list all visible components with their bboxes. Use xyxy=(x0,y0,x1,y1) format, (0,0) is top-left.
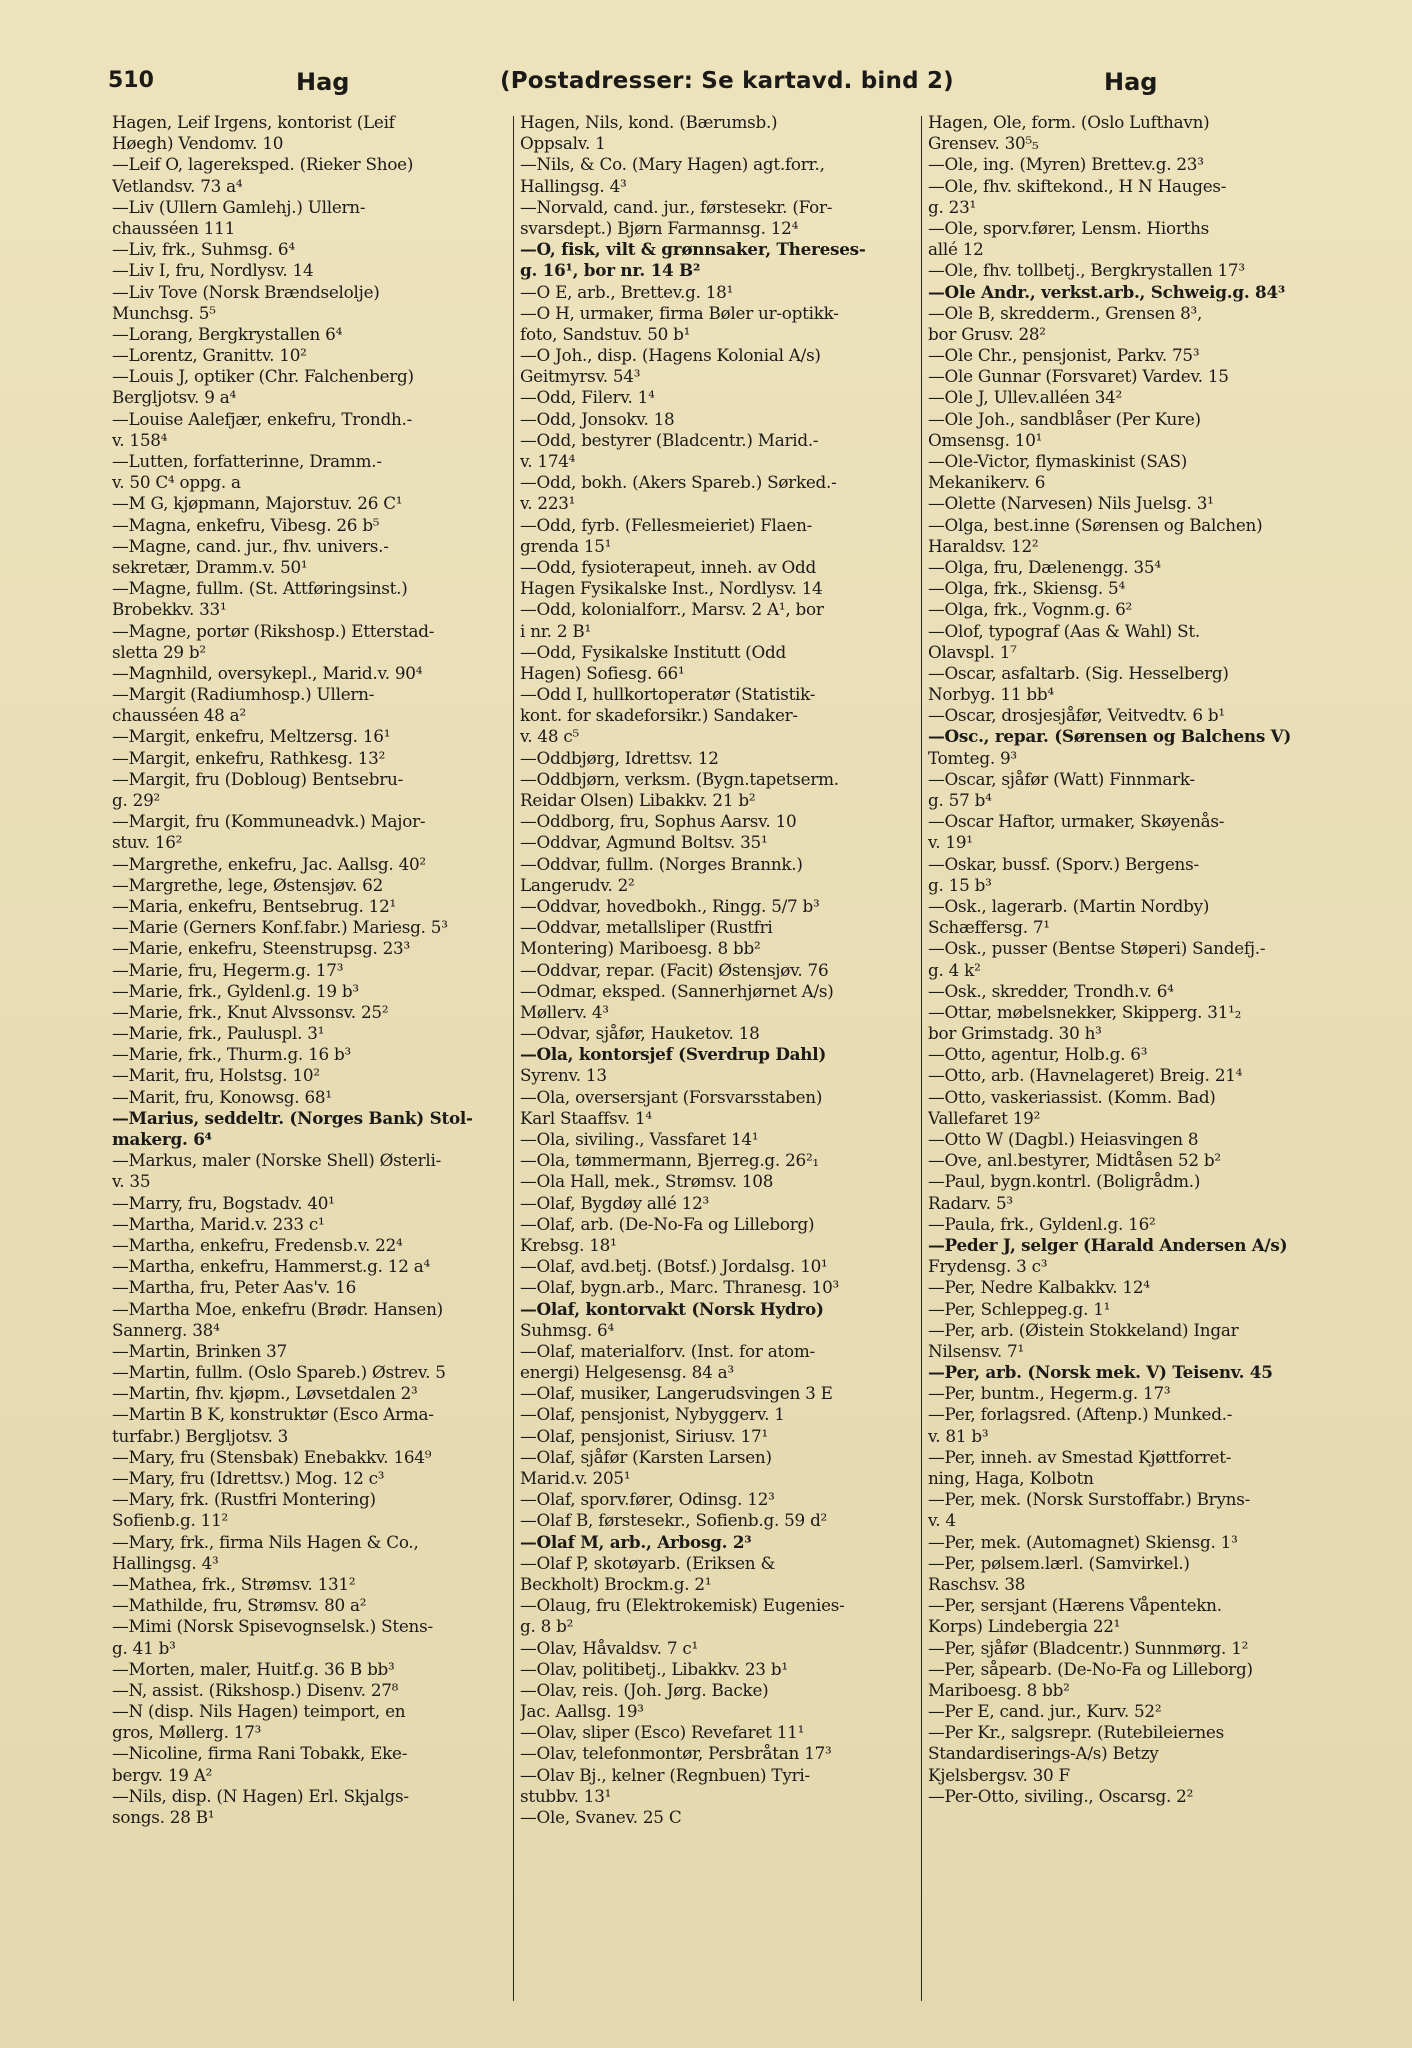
entry-line: —Olof, typograf (Aas & Wahl) St. xyxy=(928,620,1200,641)
entry-line: Marid.v. 205¹ xyxy=(520,1468,631,1488)
entry-line: —Per, såpearb. (De-No-Fa og Lilleborg) xyxy=(928,1658,1253,1679)
entry-line: —Nils, & Co. (Mary Hagen) agt.forr., xyxy=(520,154,825,175)
entry-line: —Per, forlagsred. (Aftenp.) Munked.- xyxy=(928,1404,1233,1425)
column-2 xyxy=(520,112,914,2012)
entry-line: —Oddbjørg, Idrettsv. 12 xyxy=(520,747,719,768)
entry-line: —Martin, fhv. kjøpm., Løvsetdalen 2³ xyxy=(112,1383,418,1404)
entry-line: —Paul, bygn.kontrl. (Boligrådm.) xyxy=(928,1171,1201,1192)
entry-line: v. 158⁴ xyxy=(112,429,168,450)
entry-line: —Lorang, Bergkrystallen 6⁴ xyxy=(112,323,343,344)
entry-line: —Mimi (Norsk Spisevognselsk.) Stens- xyxy=(112,1616,433,1637)
entry-line: —Mary, fru (Idrettsv.) Mog. 12 c³ xyxy=(112,1468,385,1488)
entry-line: —Ola, tømmermann, Bjerreg.g. 26²₁ xyxy=(520,1150,819,1171)
entry-line: —Morten, maler, Huitf.g. 36 B bb³ xyxy=(112,1658,395,1679)
entry-line: —Ole Chr., pensjonist, Parkv. 75³ xyxy=(928,345,1200,366)
entry-line: —Margit (Radiumhosp.) Ullern- xyxy=(112,684,375,705)
entry-line: Suhmsg. 6⁴ xyxy=(520,1319,614,1340)
entry-line: v. 223¹ xyxy=(520,493,576,514)
entry-line: —Olaf, pensjonist, Siriusv. 17¹ xyxy=(520,1425,768,1446)
entry-line: gros, Møllerg. 17³ xyxy=(112,1722,262,1743)
entry-line: Hagen, Leif Irgens, kontorist (Leif xyxy=(112,112,395,132)
entry-line: —Per, Schleppeg.g. 1¹ xyxy=(928,1298,1111,1319)
entry-line: —Osk., skredder, Trondh.v. 6⁴ xyxy=(928,980,1174,1001)
entry-line: —Mathea, frk., Strømsv. 131² xyxy=(112,1573,356,1594)
entry-line: —Per, buntm., Hegerm.g. 17³ xyxy=(928,1383,1171,1404)
entry-line: —N (disp. Nils Hagen) teimport, en xyxy=(112,1701,406,1722)
entry-line: —Olga, frk., Vognm.g. 6² xyxy=(928,599,1133,620)
entry-line: g. 23¹ xyxy=(928,196,976,217)
entry-line: —Ola Hall, mek., Strømsv. 108 xyxy=(520,1171,774,1192)
entry-line: Hagen, Ole, form. (Oslo Lufthavn) xyxy=(928,112,1210,132)
entry-line: —Liv (Ullern Gamlehj.) Ullern- xyxy=(112,196,366,217)
entry-line: turfabr.) Bergljotsv. 3 xyxy=(112,1425,289,1446)
entry-line: Sofienb.g. 11² xyxy=(112,1510,228,1531)
entry-line: —Ole, ing. (Myren) Brettev.g. 23³ xyxy=(928,154,1204,175)
entry-line: Norbyg. 11 bb⁴ xyxy=(928,684,1054,705)
entry-line: —Lutten, forfatterinne, Dramm.- xyxy=(112,451,382,471)
entry-line: Hagen) Sofiesg. 66¹ xyxy=(520,662,685,683)
entry-line: —Oddborg, fru, Sophus Aarsv. 10 xyxy=(520,811,797,832)
entry-line: —Ole, Svanev. 25 C xyxy=(520,1807,682,1827)
entry-line: —Oddvar, repar. (Facit) Østensjøv. 76 xyxy=(520,959,829,980)
entry-line: —Odd, fyrb. (Fellesmeieriet) Flaen- xyxy=(520,514,813,535)
entry-line: —Per, pølsem.lærl. (Samvirkel.) xyxy=(928,1552,1190,1573)
entry-line: —Olaf, pensjonist, Nybyggerv. 1 xyxy=(520,1404,785,1425)
entry-line: —Margrethe, enkefru, Jac. Aallsg. 40² xyxy=(112,853,426,874)
entry-line: —Osc., repar. (Sørensen og Balchens V) xyxy=(928,726,1292,747)
entry-line: —Marie, enkefru, Steenstrupsg. 23³ xyxy=(112,938,410,959)
entry-line: —Oddvar, metallsliper (Rustfri xyxy=(520,917,773,938)
entry-line: —Per, Nedre Kalbakkv. 12⁴ xyxy=(928,1277,1150,1298)
entry-line: Syrenv. 13 xyxy=(520,1065,607,1086)
entry-line: —Mary, frk., firma Nils Hagen & Co., xyxy=(112,1531,419,1552)
entry-line: —Louis J, optiker (Chr. Falchenberg) xyxy=(112,366,414,387)
entry-line: —Oddbjørn, verksm. (Bygn.tapetserm. xyxy=(520,768,839,789)
entry-line: —Marie (Gerners Konf.fabr.) Mariesg. 5³ xyxy=(112,917,448,938)
entry-line: Montering) Mariboesg. 8 bb² xyxy=(520,938,761,959)
entry-line: g. 15 b³ xyxy=(928,874,992,895)
entry-line: —Oddvar, hovedbokh., Ringg. 5/7 b³ xyxy=(520,895,820,916)
entry-line: g. 16¹, bor nr. 14 B² xyxy=(520,260,701,281)
entry-line: —Margit, fru (Kommuneadvk.) Major- xyxy=(112,811,426,832)
entry-line: —Per, sjåfør (Bladcentr.) Sunnmørg. 1² xyxy=(928,1637,1249,1658)
entry-line: g. 29² xyxy=(112,790,160,810)
entry-line: —Magne, fullm. (St. Attføringsinst.) xyxy=(112,578,408,599)
entry-line: —Olav, Håvaldsv. 7 c¹ xyxy=(520,1637,698,1658)
entry-line: —Mary, fru (Stensbak) Enebakkv. 164⁹ xyxy=(112,1446,432,1467)
entry-line: chausséen 48 a² xyxy=(112,705,246,726)
entry-line: i nr. 2 B¹ xyxy=(520,620,591,641)
entry-line: —Per E, cand. jur., Kurv. 52² xyxy=(928,1701,1162,1722)
entry-line: —Per, arb. (Øistein Stokkeland) Ingar xyxy=(928,1319,1239,1340)
entry-line: Frydensg. 3 c³ xyxy=(928,1256,1048,1277)
entry-line: Munchsg. 5⁵ xyxy=(112,302,216,323)
entry-line: —Olga, frk., Skiensg. 5⁴ xyxy=(928,578,1125,599)
entry-line: Haraldsv. 12² xyxy=(928,535,1039,556)
entry-line: sekretær, Dramm.v. 50¹ xyxy=(112,556,308,577)
entry-line: —Per, sersjant (Hærens Våpentekn. xyxy=(928,1595,1222,1616)
entry-line: —Ole, fhv. tollbetj., Bergkrystallen 17³ xyxy=(928,260,1245,281)
entry-line: energi) Helgesensg. 84 a³ xyxy=(520,1362,734,1383)
entry-line: Schæffersg. 7¹ xyxy=(928,917,1050,938)
entry-line: g. 41 b³ xyxy=(112,1637,176,1658)
entry-line: —Martin, fullm. (Oslo Spareb.) Østrev. 5 xyxy=(112,1362,446,1383)
entry-line: —Leif O, lagereksped. (Rieker Shoe) xyxy=(112,154,414,175)
entry-line: —Margit, fru (Dobloug) Bentsebru- xyxy=(112,768,403,789)
running-header xyxy=(108,66,1330,106)
entry-line: —Per-Otto, siviling., Oscarsg. 2² xyxy=(928,1785,1194,1806)
entry-line: —Magnhild, oversykepl., Marid.v. 90⁴ xyxy=(112,662,423,683)
entry-line: —Ole, fhv. skiftekond., H N Hauges- xyxy=(928,175,1227,196)
entry-line: Mekanikerv. 6 xyxy=(928,472,1046,493)
entry-line: —Olaf, musiker, Langerudsvingen 3 E xyxy=(520,1383,833,1404)
entry-line: g. 8 b² xyxy=(520,1616,574,1637)
entry-line: Beckholt) Brockm.g. 2¹ xyxy=(520,1573,712,1594)
entry-line: —Odd, Fysikalske Institutt (Odd xyxy=(520,641,786,662)
entry-line: —Marie, frk., Pauluspl. 3¹ xyxy=(112,1023,325,1044)
entry-line: Krebsg. 18¹ xyxy=(520,1234,617,1255)
right-guide-word: Hag xyxy=(1104,68,1158,96)
entry-line: Grensev. 30⁵₅ xyxy=(928,133,1039,154)
entry-line: —Oddvar, fullm. (Norges Brannk.) xyxy=(520,853,803,874)
entry-line: —Martha, enkefru, Hammerst.g. 12 a⁴ xyxy=(112,1256,430,1277)
entry-line: —Odd, bokh. (Akers Spareb.) Sørked.- xyxy=(520,472,837,493)
entry-line: —Ole Joh., sandblåser (Per Kure) xyxy=(928,408,1201,429)
entry-line: —Martha Moe, enkefru (Brødr. Hansen) xyxy=(112,1298,443,1319)
entry-line: Kjelsbergsv. 30 F xyxy=(928,1764,1070,1785)
entry-line: v. 174⁴ xyxy=(520,451,576,471)
entry-line: kont. for skadeforsikr.) Sandaker- xyxy=(520,705,798,726)
entry-line: —Louise Aalefjær, enkefru, Trondh.- xyxy=(112,408,413,429)
entry-line: —Otto, agentur, Holb.g. 6³ xyxy=(928,1044,1148,1065)
entry-line: —Ole B, skredderm., Grensen 8³, xyxy=(928,302,1203,323)
entry-line: —Per, inneh. av Smestad Kjøttforret- xyxy=(928,1446,1232,1467)
entry-line: v. 35 xyxy=(112,1171,151,1192)
page-number: 510 xyxy=(108,68,154,93)
entry-line: ning, Haga, Kolbotn xyxy=(928,1468,1094,1488)
entry-line: Karl Staaffsv. 1⁴ xyxy=(520,1107,652,1128)
entry-line: Radarv. 5³ xyxy=(928,1192,1013,1213)
entry-line: —Oddvar, Agmund Boltsv. 35¹ xyxy=(520,832,768,853)
entry-line: —Marie, frk., Thurm.g. 16 b³ xyxy=(112,1044,352,1065)
entry-line: —Ola, oversersjant (Forsvarsstaben) xyxy=(520,1086,823,1107)
entry-line: Jac. Aallsg. 19³ xyxy=(520,1701,644,1722)
entry-line: —O H, urmaker, firma Bøler ur-optikk- xyxy=(520,302,839,323)
entry-line: bor Grimstadg. 30 h³ xyxy=(928,1023,1102,1044)
entry-line: —Paula, frk., Gyldenl.g. 16² xyxy=(928,1213,1156,1234)
entry-line: —Olga, best.inne (Sørensen og Balchen) xyxy=(928,514,1263,535)
entry-line: —Peder J, selger (Harald Andersen A/s) xyxy=(928,1234,1288,1255)
entry-line: Hallingsg. 4³ xyxy=(112,1552,219,1573)
column-divider xyxy=(921,116,922,2001)
entry-line: —Otto, vaskeriassist. (Komm. Bad) xyxy=(928,1086,1216,1107)
entry-line: —Oskar, bussf. (Sporv.) Bergens- xyxy=(928,853,1199,874)
entry-line: —Odd, Jonsokv. 18 xyxy=(520,408,675,429)
entry-line: —Lorentz, Granittv. 10² xyxy=(112,345,307,366)
entry-line: Høegh) Vendomv. 10 xyxy=(112,133,284,154)
entry-line: —Maria, enkefru, Bentsebrug. 12¹ xyxy=(112,895,397,916)
entry-line: —Olaf, kontorvakt (Norsk Hydro) xyxy=(520,1298,824,1319)
entry-line: foto, Sandstuv. 50 b¹ xyxy=(520,323,691,344)
entry-line: bor Grusv. 28² xyxy=(928,323,1046,344)
entry-line: v. 48 c⁵ xyxy=(520,726,579,747)
entry-line: —Per Kr., salgsrepr. (Rutebileiernes xyxy=(928,1722,1224,1743)
entry-line: stubbv. 13¹ xyxy=(520,1785,612,1806)
entry-line: —Martin B K, konstruktør (Esco Arma- xyxy=(112,1404,434,1425)
entry-line: Raschsv. 38 xyxy=(928,1573,1026,1594)
entry-line: —Per, mek. (Automagnet) Skiensg. 1³ xyxy=(928,1531,1238,1552)
entry-line: —Oscar, sjåfør (Watt) Finnmark- xyxy=(928,768,1195,789)
entry-line: makerg. 6⁴ xyxy=(112,1129,212,1149)
entry-line: —Margrethe, lege, Østensjøv. 62 xyxy=(112,874,384,895)
entry-line: —Marius, seddeltr. (Norges Bank) Stol- xyxy=(112,1107,473,1128)
column-3 xyxy=(928,112,1322,2012)
entry-line: —Ottar, møbelsnekker, Skipperg. 31¹₂ xyxy=(928,1001,1242,1022)
column-divider xyxy=(513,116,514,2001)
entry-line: —Martha, Marid.v. 233 c¹ xyxy=(112,1213,325,1234)
entry-line: —Odd, bestyrer (Bladcentr.) Marid.- xyxy=(520,429,819,450)
entry-line: —Osk., lagerarb. (Martin Nordby) xyxy=(928,895,1210,916)
entry-line: —Olaf, arb. (De-No-Fa og Lilleborg) xyxy=(520,1213,815,1234)
entry-line: —Marie, frk., Gyldenl.g. 19 b³ xyxy=(112,980,359,1001)
entry-line: Tomteg. 9³ xyxy=(928,747,1017,768)
entry-line: —Magna, enkefru, Vibesg. 26 b⁵ xyxy=(112,514,380,535)
entry-line: —Magne, portør (Rikshosp.) Etterstad- xyxy=(112,620,435,641)
entry-line: —Otto W (Dagbl.) Heiasvingen 8 xyxy=(928,1129,1199,1149)
entry-line: —Ove, anl.bestyrer, Midtåsen 52 b² xyxy=(928,1150,1221,1171)
entry-line: v. 50 C⁴ oppg. a xyxy=(112,472,241,493)
entry-line: grenda 15¹ xyxy=(520,535,612,556)
entry-line: —Nils, disp. (N Hagen) Erl. Skjalgs- xyxy=(112,1785,409,1806)
entry-line: —Mathilde, fru, Strømsv. 80 a² xyxy=(112,1595,367,1616)
entry-line: Møllerv. 4³ xyxy=(520,1001,609,1022)
entry-line: v. 4 xyxy=(928,1510,956,1531)
entry-line: —Otto, arb. (Havnelageret) Breig. 21⁴ xyxy=(928,1065,1243,1086)
entry-line: v. 81 b³ xyxy=(928,1425,989,1446)
entry-line: —Magne, cand. jur., fhv. univers.- xyxy=(112,535,389,556)
entry-line: —Ola, kontorsjef (Sverdrup Dahl) xyxy=(520,1044,827,1065)
entry-line: —Olav, telefonmontør, Persbråtan 17³ xyxy=(520,1743,832,1764)
entry-line: —Ole-Victor, flymaskinist (SAS) xyxy=(928,451,1188,471)
entry-line: —Olav, reis. (Joh. Jørg. Backe) xyxy=(520,1679,769,1700)
entry-line: Sannerg. 38⁴ xyxy=(112,1319,220,1340)
entry-line: Reidar Olsen) Libakkv. 21 b² xyxy=(520,790,756,810)
entry-line: —Odd, fysioterapeut, inneh. av Odd xyxy=(520,556,817,577)
entry-line: —M G, kjøpmann, Majorstuv. 26 C¹ xyxy=(112,493,403,514)
entry-line: —Olaf, sporv.fører, Odinsg. 12³ xyxy=(520,1489,775,1510)
entry-line: —Olette (Narvesen) Nils Juelsg. 3¹ xyxy=(928,493,1214,514)
entry-line: —Olav Bj., kelner (Regnbuen) Tyri- xyxy=(520,1764,810,1785)
entry-line: —Odd I, hullkortoperatør (Statistik- xyxy=(520,684,816,705)
entry-line: —Norvald, cand. jur., førstesekr. (For- xyxy=(520,196,833,217)
entry-line: —Olaf, Bygdøy allé 12³ xyxy=(520,1192,709,1213)
entry-line: —Osk., pusser (Bentse Støperi) Sandefj.- xyxy=(928,938,1266,959)
entry-line: —Martha, enkefru, Fredensb.v. 22⁴ xyxy=(112,1234,403,1255)
entry-line: —Martha, fru, Peter Aas'v. 16 xyxy=(112,1277,357,1298)
entry-line: —Per, mek. (Norsk Surstoffabr.) Bryns- xyxy=(928,1489,1251,1510)
entry-line: —Olaf, avd.betj. (Botsf.) Jordalsg. 10¹ xyxy=(520,1256,828,1277)
entry-line: —Ole J, Ullev.alléen 34² xyxy=(928,387,1123,408)
entry-line: Nilsensv. 7¹ xyxy=(928,1340,1024,1361)
entry-line: g. 57 b⁴ xyxy=(928,790,992,810)
entry-line: —Olaf, sjåfør (Karsten Larsen) xyxy=(520,1446,772,1467)
entry-line: —Olga, fru, Dælenengg. 35⁴ xyxy=(928,556,1161,577)
entry-line: —Margit, enkefru, Meltzersg. 16¹ xyxy=(112,726,391,747)
entry-line: —Odd, kolonialforr., Marsv. 2 A¹, bor xyxy=(520,599,824,620)
column-1 xyxy=(112,112,506,2012)
entry-line: stuv. 16² xyxy=(112,832,183,853)
entry-line: —Martin, Brinken 37 xyxy=(112,1340,287,1361)
entry-line: Hagen, Nils, kond. (Bærumsb.) xyxy=(520,112,778,132)
entry-line: Geitmyrsv. 54³ xyxy=(520,366,641,387)
entry-line: Olavspl. 1⁷ xyxy=(928,641,1017,662)
entry-line: —Marry, fru, Bogstadv. 40¹ xyxy=(112,1192,335,1213)
entry-line: chausséen 111 xyxy=(112,217,236,238)
entry-line: —Marit, fru, Konowsg. 68¹ xyxy=(112,1086,332,1107)
entry-line: —Ola, siviling., Vassfaret 14¹ xyxy=(520,1129,759,1149)
entry-line: —Oscar, drosjesjåfør, Veitvedtv. 6 b¹ xyxy=(928,705,1225,726)
entry-line: —Odvar, sjåfør, Hauketov. 18 xyxy=(520,1023,760,1044)
entry-line: —O, fisk, vilt & grønnsaker, Thereses- xyxy=(520,239,866,260)
left-guide-word: Hag xyxy=(296,68,350,96)
entry-line: —Olaf M, arb., Arbosg. 2³ xyxy=(520,1531,752,1552)
entry-line: —Marit, fru, Holstsg. 10² xyxy=(112,1065,320,1086)
entry-line: —N, assist. (Rikshosp.) Disenv. 27⁸ xyxy=(112,1679,399,1700)
entry-line: —Olaug, fru (Elektrokemisk) Eugenies- xyxy=(520,1595,845,1616)
entry-line: —Liv, frk., Suhmsg. 6⁴ xyxy=(112,239,295,260)
entry-line: —Olaf P, skotøyarb. (Eriksen & xyxy=(520,1552,776,1573)
entry-line: —Ole Gunnar (Forsvaret) Vardev. 15 xyxy=(928,366,1229,387)
entry-line: —Marie, frk., Knut Alvssonsv. 25² xyxy=(112,1001,389,1022)
entry-line: —Mary, frk. (Rustfri Montering) xyxy=(112,1489,376,1510)
entry-line: allé 12 xyxy=(928,239,984,260)
entry-line: —Olaf, bygn.arb., Marc. Thranesg. 10³ xyxy=(520,1277,839,1298)
entry-line: —Ole Andr., verkst.arb., Schweig.g. 84³ xyxy=(928,281,1285,302)
entry-line: —Oscar Haftor, urmaker, Skøyenås- xyxy=(928,811,1225,832)
entry-line: —Marie, fru, Hegerm.g. 17³ xyxy=(112,959,344,980)
entry-line: —Liv I, fru, Nordlysv. 14 xyxy=(112,260,314,281)
entry-line: —Olaf B, førstesekr., Sofienb.g. 59 d² xyxy=(520,1510,828,1531)
entry-line: Vetlandsv. 73 a⁴ xyxy=(112,175,243,196)
entry-columns xyxy=(112,112,1326,2012)
entry-line: g. 4 k² xyxy=(928,959,981,980)
entry-line: bergv. 19 A² xyxy=(112,1764,213,1785)
entry-line: —Odd, Filerv. 1⁴ xyxy=(520,387,655,408)
entry-line: —Per, arb. (Norsk mek. V) Teisenv. 45 xyxy=(928,1362,1273,1383)
entry-line: v. 19¹ xyxy=(928,832,973,853)
entry-line: Langerudv. 2² xyxy=(520,874,635,895)
entry-line: —O E, arb., Brettev.g. 18¹ xyxy=(520,281,734,302)
entry-line: —Olaf, materialforv. (Inst. for atom- xyxy=(520,1340,815,1361)
entry-line: svarsdept.) Bjørn Farmannsg. 12⁴ xyxy=(520,217,799,238)
entry-line: —Nicoline, firma Rani Tobakk, Eke- xyxy=(112,1743,408,1764)
entry-line: —Ole, sporv.fører, Lensm. Hiorths xyxy=(928,217,1210,238)
header-note: (Postadresser: Se kartavd. bind 2) xyxy=(500,68,954,94)
entry-line: Oppsalv. 1 xyxy=(520,133,606,154)
entry-line: Standardiserings-A/s) Betzy xyxy=(928,1743,1159,1764)
entry-line: Brobekkv. 33¹ xyxy=(112,599,227,620)
entry-line: Omsensg. 10¹ xyxy=(928,429,1043,450)
entry-line: —Olav, politibetj., Libakkv. 23 b¹ xyxy=(520,1658,788,1679)
entry-line: Hagen Fysikalske Inst., Nordlysv. 14 xyxy=(520,578,823,599)
entry-line: Hallingsg. 4³ xyxy=(520,175,627,196)
entry-line: —Olav, sliper (Esco) Revefaret 11¹ xyxy=(520,1722,805,1743)
entry-line: —Oscar, asfaltarb. (Sig. Hesselberg) xyxy=(928,662,1229,683)
entry-line: songs. 28 B¹ xyxy=(112,1807,215,1827)
entry-line: Korps) Lindebergia 22¹ xyxy=(928,1616,1121,1637)
entry-line: —Markus, maler (Norske Shell) Østerli- xyxy=(112,1150,442,1171)
entry-line: sletta 29 b² xyxy=(112,641,206,662)
entry-line: —Margit, enkefru, Rathkesg. 13² xyxy=(112,747,386,768)
entry-line: Mariboesg. 8 bb² xyxy=(928,1679,1070,1700)
entry-line: Vallefaret 19² xyxy=(928,1107,1041,1128)
entry-line: —Liv Tove (Norsk Brændselolje) xyxy=(112,281,380,302)
entry-line: Bergljotsv. 9 a⁴ xyxy=(112,387,236,408)
entry-line: —O Joh., disp. (Hagens Kolonial A/s) xyxy=(520,345,821,366)
entry-line: —Odmar, eksped. (Sannerhjørnet A/s) xyxy=(520,980,834,1001)
